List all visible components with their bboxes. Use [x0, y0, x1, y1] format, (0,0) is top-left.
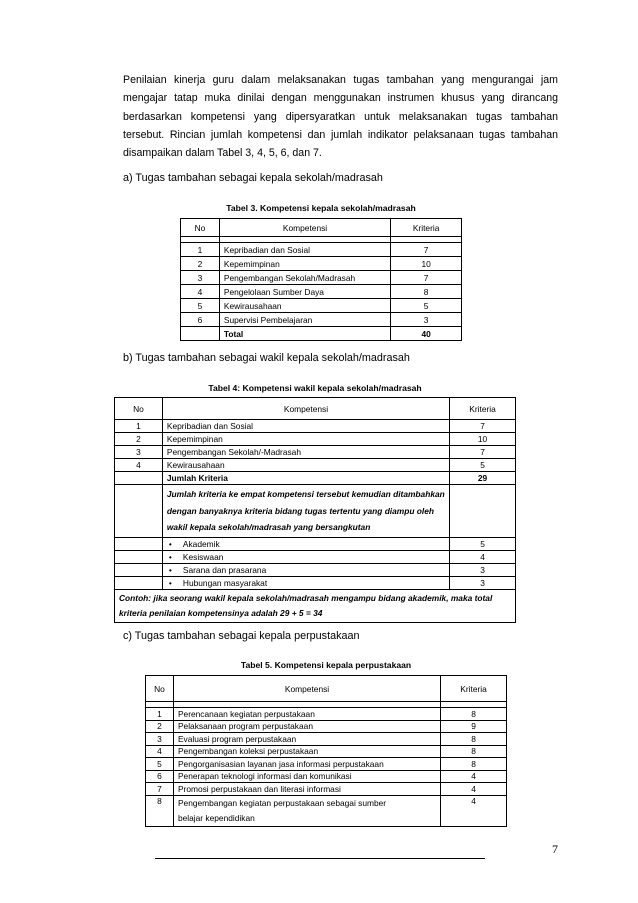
row-no-empty — [181, 327, 220, 341]
table-4-header-kompetensi: Kompetensi — [162, 398, 449, 420]
row-no: 4 — [146, 745, 174, 758]
row-no-empty — [115, 485, 163, 538]
intro-paragraph: Penilaian kinerja guru dalam melaksanakan tugas tambahan yang mengurangai jam mengajar tatap muka dinilai dengan menggunakan instrumen khusus yang dirancang berdasarkan kompetensi yang dipersyaratkan untuk melaksanakan tugas tambahan tersebut. Rincian jumlah kompetensi dan jumlah indikator pelaksanaan tugas tambahan disampaikan dalam Tabel 3, 4, 5, 6, dan 7. — [123, 74, 558, 160]
row-kriteria: 7 — [450, 446, 516, 459]
row-kompetensi: Kepemimpinan — [219, 257, 390, 271]
row-kriteria: 5 — [391, 299, 462, 313]
row-no-empty — [115, 537, 163, 550]
table-row — [146, 758, 507, 771]
row-kompetensi: Pelaksanaan program perpustakaan — [173, 720, 440, 733]
table-jumlah-row — [115, 472, 516, 485]
table-row — [115, 563, 516, 576]
row-kriteria: 10 — [450, 433, 516, 446]
section-a-heading: a) Tugas tambahan sebagai kepala sekolah/madrasah — [123, 172, 383, 184]
table-row — [146, 733, 507, 746]
row-kriteria: 4 — [441, 795, 507, 826]
row-kompetensi: Pengembangan Sekolah/-Madrasah — [162, 446, 449, 459]
table-row — [115, 537, 516, 550]
row-kompetensi: Supervisi Pembelajaran — [219, 313, 390, 327]
table-row — [115, 420, 516, 433]
bullet-kriteria: 4 — [450, 550, 516, 563]
table-example-row — [115, 589, 516, 622]
example-text: Contoh: jika seorang wakil kepala sekolah/madrasah mengampu bidang akademik, maka total kriteria penilaian kompetensinya adalah 29 + 5 = 34 — [115, 589, 516, 622]
row-kriteria: 8 — [391, 285, 462, 299]
row-no-empty — [115, 576, 163, 589]
bullet-item: • Kesiswaan — [162, 550, 449, 563]
row-kompetensi: Penerapan teknologi informasi dan komunikasi — [173, 770, 440, 783]
table-row — [146, 720, 507, 733]
row-kriteria: 7 — [450, 420, 516, 433]
bullet-item: • Hubungan masyarakat — [162, 576, 449, 589]
row-kompetensi: Kepemimpinan — [162, 433, 449, 446]
row-kriteria: 8 — [441, 758, 507, 771]
row-no: 6 — [181, 313, 220, 327]
page-number: 7 — [552, 842, 558, 856]
row-kriteria: 8 — [441, 733, 507, 746]
table-5-caption: Tabel 5. Kompetensi kepala perpustakaan — [240, 660, 412, 670]
row-kriteria: 8 — [441, 745, 507, 758]
table-row — [181, 243, 462, 257]
bullet-item: • Akademik — [162, 537, 449, 550]
table-row — [181, 299, 462, 313]
row-no: 8 — [146, 795, 174, 826]
table-row — [181, 271, 462, 285]
row-no: 3 — [146, 733, 174, 746]
bullet-item: • Sarana dan prasarana — [162, 563, 449, 576]
table-row — [146, 745, 507, 758]
row-no: 3 — [115, 446, 163, 459]
table-5 — [145, 675, 507, 827]
table-5-header-no: No — [146, 676, 174, 702]
row-no: 4 — [181, 285, 220, 299]
row-kriteria: 7 — [391, 271, 462, 285]
table-row — [115, 459, 516, 472]
table-3 — [180, 218, 462, 341]
row-kompetensi: Kewirausahaan — [219, 299, 390, 313]
row-kompetensi: Evaluasi program perpustakaan — [173, 733, 440, 746]
row-no-empty — [115, 550, 163, 563]
row-no-empty — [115, 563, 163, 576]
row-no: 1 — [181, 243, 220, 257]
table-3-caption: Tabel 3. Kompetensi kepala sekolah/madrasah — [226, 203, 416, 213]
bullet-kriteria: 3 — [450, 576, 516, 589]
total-label: Total — [219, 327, 390, 341]
section-b-heading: b) Tugas tambahan sebagai wakil kepala sekolah/madrasah — [123, 352, 410, 364]
table-row — [146, 708, 507, 721]
row-no: 2 — [146, 720, 174, 733]
table-note-row — [115, 485, 516, 538]
row-kriteria: 8 — [441, 708, 507, 721]
jumlah-label: Jumlah Kriteria — [162, 472, 449, 485]
row-kriteria: 10 — [391, 257, 462, 271]
jumlah-value: 29 — [450, 472, 516, 485]
total-value: 40 — [391, 327, 462, 341]
row-kriteria: 9 — [441, 720, 507, 733]
table-row — [181, 313, 462, 327]
table-row — [115, 433, 516, 446]
table-total-row — [181, 327, 462, 341]
row-kriteria-empty — [450, 485, 516, 538]
table-3-header-no: No — [181, 219, 220, 237]
row-no: 2 — [115, 433, 163, 446]
table-3-header-kriteria: Kriteria — [391, 219, 462, 237]
table-4-header-kriteria: Kriteria — [450, 398, 516, 420]
table-4-header-no: No — [115, 398, 163, 420]
footer-divider — [155, 858, 485, 859]
table-5-header-kompetensi: Kompetensi — [173, 676, 440, 702]
row-no: 1 — [146, 708, 174, 721]
row-kriteria: 3 — [391, 313, 462, 327]
table-4-caption: Tabel 4: Kompetensi wakil kepala sekolah/madrasah — [208, 383, 422, 393]
table-row — [146, 795, 507, 826]
table-3-header-kompetensi: Kompetensi — [219, 219, 390, 237]
table-row — [146, 770, 507, 783]
row-kompetensi: Perencanaan kegiatan perpustakaan — [173, 708, 440, 721]
section-c-heading: c) Tugas tambahan sebagai kepala perpustakaan — [123, 630, 360, 642]
table-4 — [114, 397, 516, 623]
table-5-header-kriteria: Kriteria — [441, 676, 507, 702]
table-row — [115, 550, 516, 563]
row-kriteria: 5 — [450, 459, 516, 472]
row-kompetensi: Promosi perpustakaan dan literasi informasi — [173, 783, 440, 796]
row-kompetensi: Pengembangan koleksi perpustakaan — [173, 745, 440, 758]
row-kriteria: 7 — [391, 243, 462, 257]
row-no: 4 — [115, 459, 163, 472]
row-kompetensi: Kepribadian dan Sosial — [162, 420, 449, 433]
row-kompetensi: Pengorganisasian layanan jasa informasi perpustakaan — [173, 758, 440, 771]
row-kompetensi: Pengembangan Sekolah/Madrasah — [219, 271, 390, 285]
bullet-kriteria: 5 — [450, 537, 516, 550]
row-no: 6 — [146, 770, 174, 783]
row-kriteria: 4 — [441, 783, 507, 796]
row-no-empty — [115, 472, 163, 485]
row-kompetensi: Pengembangan kegiatan perpustakaan sebagai sumber belajar kependidikan — [173, 795, 440, 826]
row-no: 5 — [181, 299, 220, 313]
table-row — [146, 783, 507, 796]
row-no: 7 — [146, 783, 174, 796]
row-kompetensi: Kewirausahaan — [162, 459, 449, 472]
bullet-kriteria: 3 — [450, 563, 516, 576]
table-row — [181, 257, 462, 271]
row-kompetensi: Pengelolaan Sumber Daya — [219, 285, 390, 299]
note-text: Jumlah kriteria ke empat kompetensi tersebut kemudian ditambahkan dengan banyaknya kriteria bidang tugas tertentu yang diampu oleh wakil kepala sekolah/madrasah yang bersangkutan — [162, 485, 449, 538]
row-no: 5 — [146, 758, 174, 771]
row-no: 2 — [181, 257, 220, 271]
table-row — [115, 576, 516, 589]
table-row — [181, 285, 462, 299]
row-no: 3 — [181, 271, 220, 285]
row-no: 1 — [115, 420, 163, 433]
row-kompetensi: Kepribadian dan Sosial — [219, 243, 390, 257]
row-kriteria: 4 — [441, 770, 507, 783]
table-row — [115, 446, 516, 459]
